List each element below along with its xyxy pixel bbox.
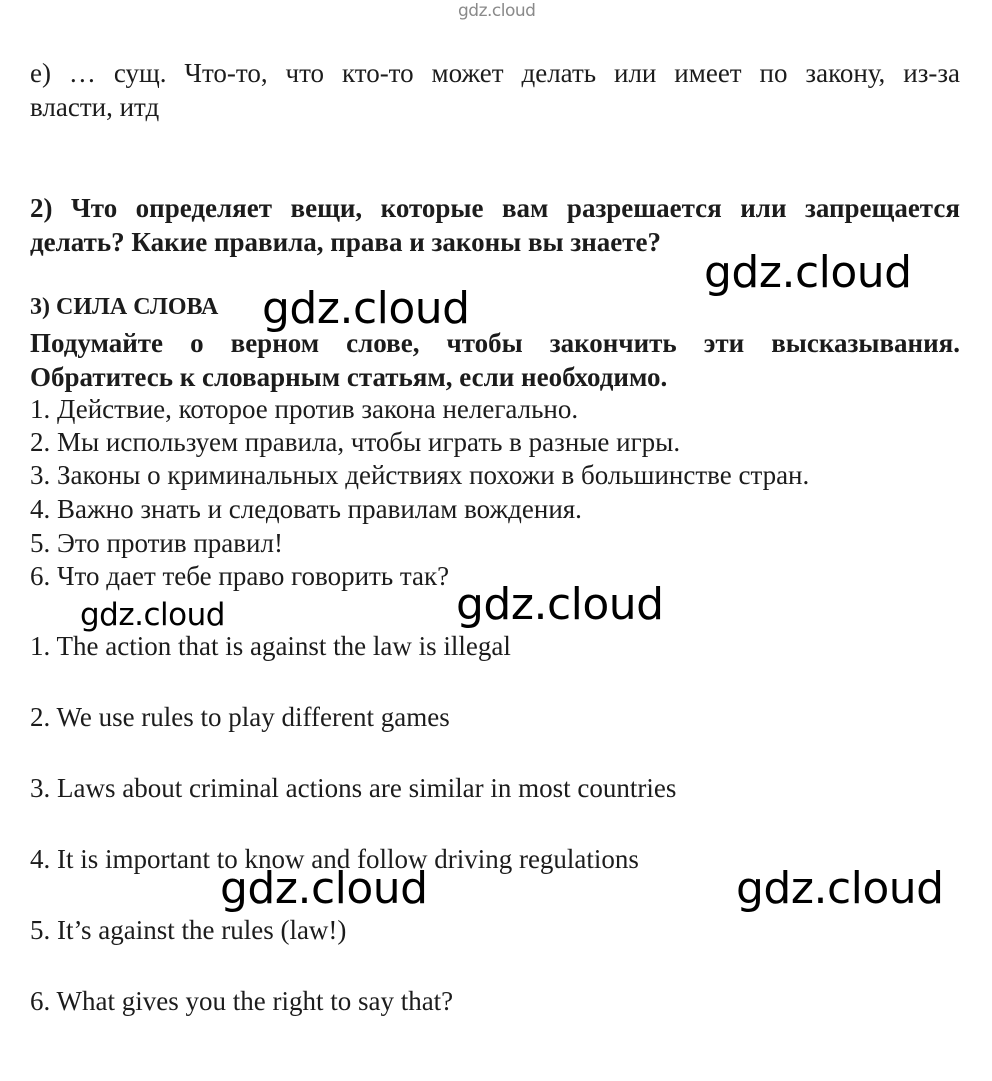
watermark-6: gdz.cloud <box>736 863 944 914</box>
russian-sentence-4: 4. Важно знать и следовать правилам вождения. <box>30 494 582 524</box>
watermark-top: gdz.cloud <box>458 1 536 21</box>
watermark-5: gdz.cloud <box>220 863 428 914</box>
definition-e-line1: e) … сущ. Что-то, что кто-то может делать или имеет по закону, из-за <box>30 58 960 88</box>
question2-line1: 2) Что определяет вещи, которые вам разрешается или запрещается <box>30 193 960 223</box>
english-answer-3: 3. Laws about criminal actions are similar in most countries <box>30 773 677 803</box>
russian-sentence-2: 2. Мы используем правила, чтобы играть в разные игры. <box>30 427 681 457</box>
watermark-4: gdz.cloud <box>456 579 664 630</box>
russian-sentence-3: 3. Законы о криминальных действиях похожи в большинстве стран. <box>30 460 810 490</box>
section3-instruction-line1: Подумайте о верном слове, чтобы закончить эти высказывания. <box>30 328 960 358</box>
russian-sentence-6: 6. Что дает тебе право говорить так? <box>30 561 450 591</box>
english-answer-2: 2. We use rules to play different games <box>30 702 450 732</box>
russian-sentence-5: 5. Это против правил! <box>30 528 283 558</box>
section3-title: 3) СИЛА СЛОВА <box>30 294 219 320</box>
russian-sentence-1: 1. Действие, которое против закона нелегально. <box>30 394 579 424</box>
english-answer-5: 5. It’s against the rules (law!) <box>30 915 347 945</box>
english-answer-4: 4. It is important to know and follow driving regulations <box>30 844 639 874</box>
watermark-2: gdz.cloud <box>262 283 470 334</box>
watermark-1: gdz.cloud <box>704 247 912 298</box>
english-answer-1: 1. The action that is against the law is illegal <box>30 631 511 661</box>
watermark-3: gdz.cloud <box>80 597 225 633</box>
section3-instruction-line2: Обратитесь к словарным статьям, если необходимо. <box>30 362 668 392</box>
question2-line2: делать? Какие правила, права и законы вы знаете? <box>30 227 662 257</box>
english-answer-6: 6. What gives you the right to say that? <box>30 986 454 1016</box>
definition-e-line2: власти, итд <box>30 92 160 122</box>
